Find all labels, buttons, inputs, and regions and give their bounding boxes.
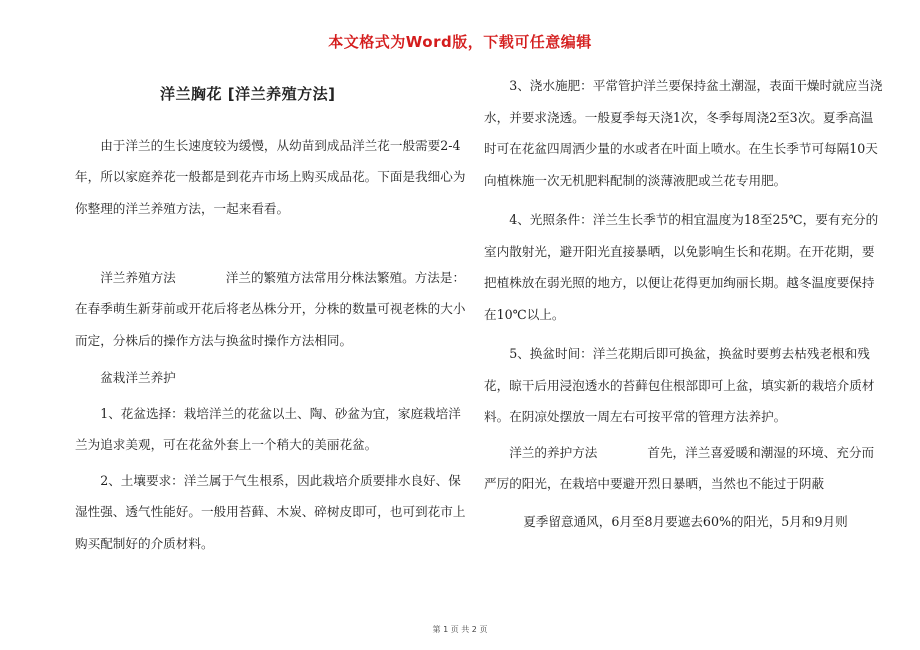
intro-paragraph: 由于洋兰的生长速度较为缓慢，从幼苗到成品洋兰花一般需要2-4年，所以家庭养花一般都是到花卉市场上购买成品花。下面是我细心为你整理的洋兰养殖方法，一起来看看。	[75, 137, 466, 216]
right-column	[484, 70, 884, 537]
care-heading: 盆栽洋兰养护	[100, 370, 176, 385]
care-item-1: 1、花盆选择：栽培洋兰的花盆以土、陶、砂盆为宜，家庭栽培洋兰为追求美观，可在花盆外套上一个稍大的美丽花盆。	[75, 405, 461, 452]
care-item-2: 2、土壤要求：洋兰属于气生根系，因此栽培介质要排水良好、保湿性强、透气性能好。一般用苔藓、木炭、碎树皮即可，也可到花市上购买配制好的介质材料。	[75, 472, 466, 551]
page-footer: 第 1 页 共 2 页	[432, 625, 488, 634]
page-title: 洋兰胸花 [洋兰养殖方法]	[160, 85, 336, 103]
summer-paragraph: 夏季留意通风，6月至8月要遮去60%的阳光，5月和9月则	[523, 513, 848, 529]
method-heading: 洋兰养殖方法	[100, 269, 176, 285]
care-method-text: 首先，洋兰喜爱暖和潮湿的环境、充分而严厉的阳光，在栽培中要避开烈日暴晒，当然也不能过于阴蔽	[484, 444, 875, 491]
left-column	[75, 70, 470, 559]
care-item-3: 3、浇水施肥：平常管护洋兰要保持盆土潮湿，表面干燥时就应当浇水，并要求浇透。一般夏季每天浇1次，冬季每周浇2至3次。夏季高温时可在花盆四周洒少量的水或者在叶面上喷水。在生长季节可每隔10天向植株施一次无机肥料配制的淡薄液肥或兰花专用肥。	[484, 78, 883, 188]
document-banner: 本文格式为Word版，下载可任意编辑	[328, 33, 592, 51]
care-item-5: 5、换盆时间：洋兰花期后即可换盆，换盆时要剪去枯残老根和残花，晾干后用浸泡透水的苔藓包住根部即可上盆，填实新的栽培介质材料。在阴凉处摆放一周左右可按平常的管理方法养护。	[484, 346, 875, 424]
method-paragraph	[75, 262, 470, 357]
care-method-heading: 洋兰的养护方法	[509, 444, 598, 460]
method-text: 洋兰的繁殖方法常用分株法繁殖。方法是：在春季萌生新芽前或开花后将老丛株分开，分株的数量可视老株的大小而定，分株后的操作方法与换盆时操作方法相同。	[75, 269, 466, 348]
care-item-4: 4、光照条件：洋兰生长季节的相宜温度为18至25℃，要有充分的室内散射光，避开阳光直接暴晒，以免影响生长和花期。在开花期，要把植株放在弱光照的地方，以便让花得更加绚丽长期。越冬温度要保持在10℃以上。	[484, 212, 879, 322]
care-method-paragraph	[484, 437, 884, 500]
